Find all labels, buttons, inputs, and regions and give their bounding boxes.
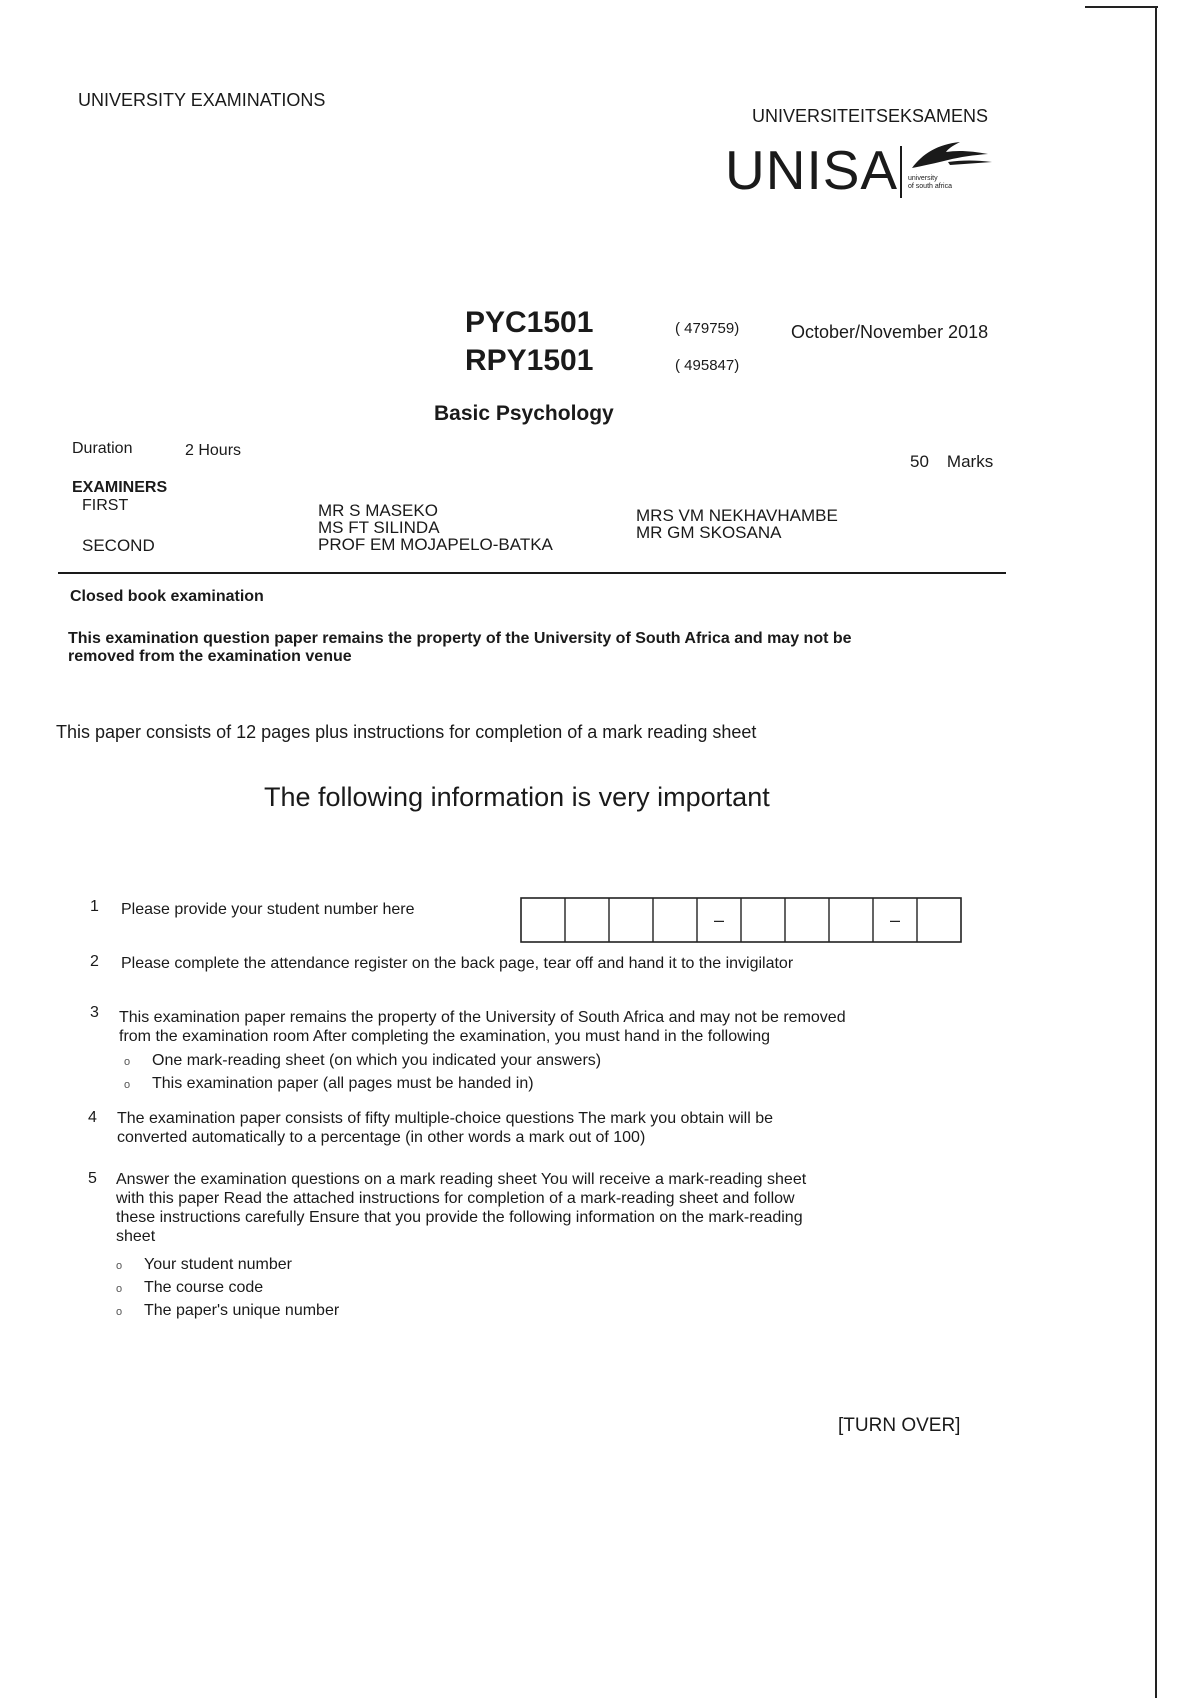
bullet-icon: o — [124, 1079, 131, 1091]
property-notice-line: removed from the examination venue — [68, 648, 352, 665]
property-notice-line: This examination question paper remains the property of the University of South Africa and may not be — [68, 630, 852, 647]
student-number-field[interactable] — [519, 888, 979, 953]
instruction-text — [116, 1170, 806, 1246]
exam-date: October/November 2018 — [791, 322, 989, 342]
instruction-text: Please complete the attendance register on the back page, tear off and hand it to the invigilator — [121, 955, 794, 972]
bullet-icon: o — [116, 1283, 123, 1295]
examiner-name: MRS VM NEKHAVHAMBE — [636, 506, 838, 525]
examiner-name: MR S MASEKO — [318, 501, 438, 520]
examiner-name: MS FT SILINDA — [318, 518, 440, 537]
bullet-icon: o — [116, 1260, 123, 1272]
instruction-line: converted automatically to a percentage (in other words a mark out of 100) — [117, 1129, 646, 1146]
unisa-logo — [725, 140, 995, 206]
student-number-digit-cell[interactable] — [742, 899, 784, 941]
list-item: o The course code — [116, 1277, 339, 1300]
page-count-notice: This paper consists of 12 pages plus instructions for completion of a mark reading sheet — [56, 722, 757, 742]
list-item: o Your student number — [116, 1254, 339, 1277]
total-marks — [910, 452, 993, 472]
instruction-line: these instructions carefully Ensure that you provide the following information on the mark-reading — [116, 1209, 803, 1226]
student-number-digit-cell[interactable] — [830, 899, 872, 941]
header-divider — [58, 572, 1006, 574]
instruction-number: 3 — [90, 1004, 99, 1021]
examiners-column-2 — [636, 507, 838, 541]
turn-over-label: [TURN OVER] — [838, 1415, 961, 1436]
student-number-separator: – — [713, 910, 725, 930]
page-edge-right — [1155, 6, 1157, 1698]
instruction-subitems — [124, 1050, 601, 1096]
examiner-name: PROF EM MOJAPELO-BATKA — [318, 535, 553, 554]
instruction-line: from the examination room After completing the examination, you must hand in the following — [119, 1028, 771, 1045]
important-heading: The following information is very important — [264, 782, 770, 812]
logo-divider — [900, 146, 902, 198]
logo-wordmark: UNISA — [725, 139, 899, 201]
examiners-first-label: FIRST — [82, 497, 129, 514]
student-number-digit-cell[interactable] — [566, 899, 608, 941]
instruction-number: 5 — [88, 1170, 97, 1187]
examiners-heading: EXAMINERS — [72, 479, 168, 496]
logo-tagline-line2: of south africa — [908, 183, 952, 190]
student-number-digit-cell[interactable] — [610, 899, 652, 941]
instruction-line: Answer the examination questions on a mark reading sheet You will receive a mark-reading sheet — [116, 1171, 807, 1188]
property-notice — [68, 630, 852, 666]
list-item: o The paper's unique number — [116, 1300, 339, 1323]
unisa-bird-icon — [908, 140, 994, 172]
student-number-digit-cell[interactable] — [786, 899, 828, 941]
page-edge-top — [1085, 6, 1158, 8]
header-english: UNIVERSITY EXAMINATIONS — [78, 90, 326, 110]
student-number-digit-cell[interactable] — [654, 899, 696, 941]
marks-label: Marks — [946, 452, 994, 471]
bullet-icon: o — [124, 1056, 131, 1068]
instruction-text: Please provide your student number here — [121, 901, 415, 918]
examiners-second-label: SECOND — [82, 536, 155, 555]
instruction-line: with this paper Read the attached instructions for completion of a mark-reading sheet and follow — [116, 1190, 795, 1207]
bullet-icon: o — [116, 1306, 123, 1318]
subject-title: Basic Psychology — [434, 402, 614, 425]
examiner-name: MR GM SKOSANA — [636, 523, 782, 542]
instruction-subitems — [116, 1254, 339, 1323]
duration-label: Duration — [72, 440, 133, 457]
unique-number-primary: ( 479759) — [675, 320, 740, 337]
instruction-line: sheet — [116, 1228, 156, 1245]
logo-tagline-line1: university — [908, 175, 938, 182]
logo-tagline — [908, 175, 952, 191]
student-number-separator: – — [889, 910, 901, 930]
module-code-secondary: RPY1501 — [465, 344, 594, 377]
instruction-line: This examination paper remains the property of the University of South Africa and may not be removed — [119, 1009, 846, 1026]
module-code-primary: PYC1501 — [465, 306, 594, 339]
unique-number-secondary: ( 495847) — [675, 357, 740, 374]
instruction-text — [117, 1109, 773, 1147]
header-afrikaans: UNIVERSITEITSEKSAMENS — [752, 106, 989, 126]
list-item: o This examination paper (all pages must be handed in) — [124, 1073, 601, 1096]
examiners-column-1 — [318, 502, 553, 553]
closed-book-notice: Closed book examination — [70, 588, 264, 605]
instruction-line: The examination paper consists of fifty multiple-choice questions The mark you obtain will be — [117, 1110, 774, 1127]
duration-value: 2 Hours — [185, 442, 242, 459]
list-item: o One mark-reading sheet (on which you indicated your answers) — [124, 1050, 601, 1073]
student-number-digit-cell[interactable] — [918, 899, 960, 941]
instruction-number: 1 — [90, 898, 99, 915]
instruction-number: 4 — [88, 1109, 97, 1126]
marks-value: 50 — [910, 452, 929, 471]
instruction-number: 2 — [90, 953, 99, 970]
student-number-digit-cell[interactable] — [522, 899, 564, 941]
student-number-boxes — [519, 888, 979, 948]
instruction-text — [119, 1008, 846, 1046]
